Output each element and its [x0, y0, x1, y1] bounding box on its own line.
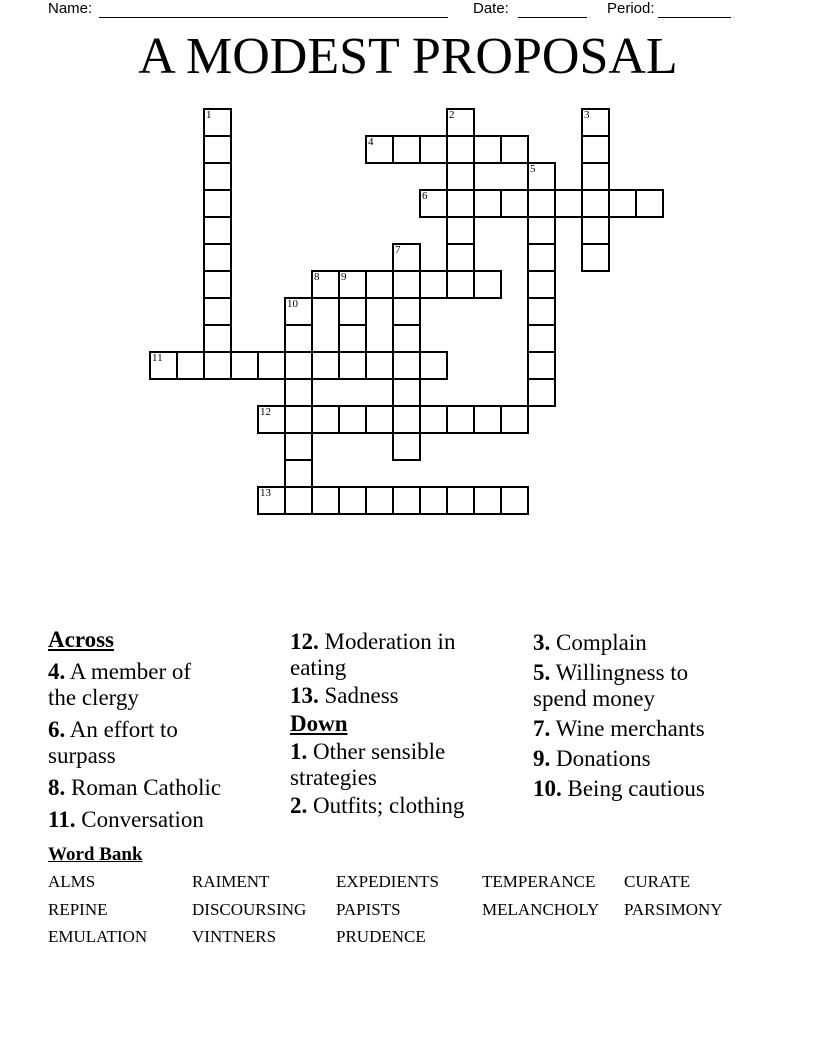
- cell-number-3: 3: [584, 109, 590, 121]
- grid-cell-r4c11[interactable]: [446, 216, 475, 245]
- grid-cell-r14c9[interactable]: [392, 486, 421, 515]
- grid-cell-r2c11[interactable]: [446, 162, 475, 191]
- grid-cell-r6c8[interactable]: [365, 270, 394, 299]
- grid-cell-r9c6[interactable]: [311, 351, 340, 380]
- clue-12: 12. Moderation in eating: [290, 629, 456, 680]
- clue-2: 2. Outfits; clothing: [290, 793, 465, 818]
- name-label: Name:: [48, 0, 93, 17]
- grid-cell-r1c13[interactable]: [500, 135, 529, 164]
- grid-cell-r11c7[interactable]: [338, 405, 367, 434]
- grid-cell-r9c14[interactable]: [527, 351, 556, 380]
- grid-cell-r3c11[interactable]: [446, 189, 475, 218]
- cell-number-8: 8: [314, 271, 320, 283]
- grid-cell-r8c14[interactable]: [527, 324, 556, 353]
- period-label: Period:: [607, 0, 655, 17]
- period-blank[interactable]: [658, 0, 731, 18]
- clue-column-left: [48, 627, 283, 839]
- grid-cell-r4c2[interactable]: [203, 216, 232, 245]
- grid-cell-r6c2[interactable]: [203, 270, 232, 299]
- grid-cell-r6c9[interactable]: [392, 270, 421, 299]
- grid-cell-r9c0[interactable]: [149, 351, 178, 380]
- crossword-grid: [149, 108, 666, 517]
- grid-cell-r14c13[interactable]: [500, 486, 529, 515]
- grid-cell-r14c12[interactable]: [473, 486, 502, 515]
- grid-cell-r5c2[interactable]: [203, 243, 232, 272]
- grid-cell-r6c11[interactable]: [446, 270, 475, 299]
- word-bank-word-alms: ALMS: [48, 872, 96, 891]
- grid-cell-r1c11[interactable]: [446, 135, 475, 164]
- grid-cell-r9c4[interactable]: [257, 351, 286, 380]
- page-title: A MODEST PROPOSAL: [138, 28, 678, 85]
- grid-cell-r2c2[interactable]: [203, 162, 232, 191]
- grid-cell-r10c9[interactable]: [392, 378, 421, 407]
- grid-cell-r6c10[interactable]: [419, 270, 448, 299]
- cell-number-10: 10: [287, 298, 298, 310]
- grid-cell-r11c5[interactable]: [284, 405, 313, 434]
- word-bank-word-expedients: EXPEDIENTS: [336, 872, 439, 891]
- grid-cell-r3c10[interactable]: [419, 189, 448, 218]
- grid-cell-r3c14[interactable]: [527, 189, 556, 218]
- grid-cell-r7c14[interactable]: [527, 297, 556, 326]
- clue-9: 9. Donations: [533, 746, 651, 771]
- clue-column-right: [533, 630, 781, 806]
- grid-cell-r1c9[interactable]: [392, 135, 421, 164]
- clue-10: 10. Being cautious: [533, 776, 705, 801]
- grid-cell-r3c15[interactable]: [554, 189, 583, 218]
- grid-cell-r6c6[interactable]: [311, 270, 340, 299]
- grid-cell-r12c9[interactable]: [392, 432, 421, 461]
- clue-13: 13. Sadness: [290, 683, 399, 708]
- grid-cell-r3c13[interactable]: [500, 189, 529, 218]
- grid-cell-r1c2[interactable]: [203, 135, 232, 164]
- grid-cell-r11c12[interactable]: [473, 405, 502, 434]
- grid-cell-r9c2[interactable]: [203, 351, 232, 380]
- grid-cell-r14c8[interactable]: [365, 486, 394, 515]
- grid-cell-r3c12[interactable]: [473, 189, 502, 218]
- grid-cell-r11c10[interactable]: [419, 405, 448, 434]
- grid-cell-r3c18[interactable]: [635, 189, 664, 218]
- grid-cell-r5c11[interactable]: [446, 243, 475, 272]
- grid-cell-r5c14[interactable]: [527, 243, 556, 272]
- grid-cell-r8c7[interactable]: [338, 324, 367, 353]
- grid-cell-r11c4[interactable]: [257, 405, 286, 434]
- grid-cell-r1c10[interactable]: [419, 135, 448, 164]
- clue-3: 3. Complain: [533, 630, 647, 655]
- clue-7: 7. Wine merchants: [533, 716, 705, 741]
- clue-column-middle: [290, 629, 530, 821]
- grid-cell-r14c11[interactable]: [446, 486, 475, 515]
- word-bank-row-3: [48, 927, 426, 947]
- grid-cell-r6c7[interactable]: [338, 270, 367, 299]
- cell-number-11: 11: [152, 352, 163, 364]
- grid-cell-r6c12[interactable]: [473, 270, 502, 299]
- grid-cell-r9c5[interactable]: [284, 351, 313, 380]
- grid-cell-r9c7[interactable]: [338, 351, 367, 380]
- cell-number-9: 9: [341, 271, 347, 283]
- name-blank[interactable]: [99, 0, 448, 18]
- grid-cell-r10c14[interactable]: [527, 378, 556, 407]
- grid-cell-r3c2[interactable]: [203, 189, 232, 218]
- grid-cell-r9c1[interactable]: [176, 351, 205, 380]
- word-bank-word-vintners: VINTNERS: [192, 927, 277, 946]
- word-bank-word-parsimony: PARSIMONY: [624, 900, 723, 919]
- clue-4: 4. A member of the clergy: [48, 659, 192, 710]
- clue-5: 5. Willingness to spend money: [533, 660, 689, 711]
- grid-cell-r0c16[interactable]: [581, 108, 610, 137]
- grid-cell-r11c9[interactable]: [392, 405, 421, 434]
- grid-cell-r6c14[interactable]: [527, 270, 556, 299]
- grid-cell-r8c9[interactable]: [392, 324, 421, 353]
- across-heading: Across: [48, 627, 115, 652]
- cell-number-7: 7: [395, 244, 401, 256]
- word-bank-word-prudence: PRUDENCE: [336, 927, 426, 946]
- word-bank-word-temperance: TEMPERANCE: [482, 872, 596, 891]
- grid-cell-r3c17[interactable]: [608, 189, 637, 218]
- grid-cell-r11c11[interactable]: [446, 405, 475, 434]
- cell-number-4: 4: [368, 136, 374, 148]
- grid-cell-r8c5[interactable]: [284, 324, 313, 353]
- grid-cell-r0c11[interactable]: [446, 108, 475, 137]
- cell-number-2: 2: [449, 109, 455, 121]
- grid-cell-r7c2[interactable]: [203, 297, 232, 326]
- word-bank-word-raiment: RAIMENT: [192, 872, 270, 891]
- grid-cell-r9c3[interactable]: [230, 351, 259, 380]
- word-bank-word-repine: REPINE: [48, 900, 108, 919]
- grid-cell-r14c6[interactable]: [311, 486, 340, 515]
- down-heading: Down: [290, 711, 348, 736]
- grid-cell-r7c7[interactable]: [338, 297, 367, 326]
- word-bank-word-melancholy: MELANCHOLY: [482, 900, 600, 919]
- clue-11: 11. Conversation: [48, 807, 204, 832]
- grid-cell-r9c9[interactable]: [392, 351, 421, 380]
- grid-cell-r14c10[interactable]: [419, 486, 448, 515]
- grid-cell-r2c16[interactable]: [581, 162, 610, 191]
- word-bank-heading: Word Bank: [48, 844, 143, 865]
- grid-cell-r7c9[interactable]: [392, 297, 421, 326]
- word-bank-word-curate: CURATE: [624, 872, 691, 891]
- grid-cell-r2c14[interactable]: [527, 162, 556, 191]
- grid-cell-r7c5[interactable]: [284, 297, 313, 326]
- grid-cell-r10c5[interactable]: [284, 378, 313, 407]
- grid-cell-r9c8[interactable]: [365, 351, 394, 380]
- grid-cell-r3c16[interactable]: [581, 189, 610, 218]
- grid-cell-r14c7[interactable]: [338, 486, 367, 515]
- clue-1: 1. Other sensible strategies: [290, 739, 446, 790]
- grid-cell-r13c5[interactable]: [284, 459, 313, 488]
- cell-number-1: 1: [206, 109, 212, 121]
- word-bank-word-papists: PAPISTS: [336, 900, 401, 919]
- grid-cell-r11c6[interactable]: [311, 405, 340, 434]
- word-bank-row-2: [48, 900, 723, 920]
- grid-cell-r1c8[interactable]: [365, 135, 394, 164]
- grid-cell-r4c16[interactable]: [581, 216, 610, 245]
- word-bank-row-1: [48, 872, 690, 892]
- date-label: Date:: [473, 0, 509, 17]
- grid-cell-r5c9[interactable]: [392, 243, 421, 272]
- grid-cell-r5c16[interactable]: [581, 243, 610, 272]
- grid-cell-r1c16[interactable]: [581, 135, 610, 164]
- word-bank-word-emulation: EMULATION: [48, 927, 148, 946]
- clue-8: 8. Roman Catholic: [48, 775, 222, 800]
- grid-cell-r14c4[interactable]: [257, 486, 286, 515]
- clue-6: 6. An effort to surpass: [48, 717, 178, 768]
- cell-number-5: 5: [530, 163, 536, 175]
- grid-cell-r11c13[interactable]: [500, 405, 529, 434]
- grid-cell-r1c12[interactable]: [473, 135, 502, 164]
- word-bank-word-discoursing: DISCOURSING: [192, 900, 307, 919]
- grid-cell-r14c5[interactable]: [284, 486, 313, 515]
- cell-number-6: 6: [422, 190, 428, 202]
- grid-cell-r9c10[interactable]: [419, 351, 448, 380]
- cell-number-13: 13: [260, 487, 271, 499]
- cell-number-12: 12: [260, 406, 271, 418]
- grid-cell-r11c8[interactable]: [365, 405, 394, 434]
- date-blank[interactable]: [518, 0, 587, 18]
- grid-cell-r4c14[interactable]: [527, 216, 556, 245]
- grid-cell-r8c2[interactable]: [203, 324, 232, 353]
- grid-cell-r0c2[interactable]: [203, 108, 232, 137]
- grid-cell-r12c5[interactable]: [284, 432, 313, 461]
